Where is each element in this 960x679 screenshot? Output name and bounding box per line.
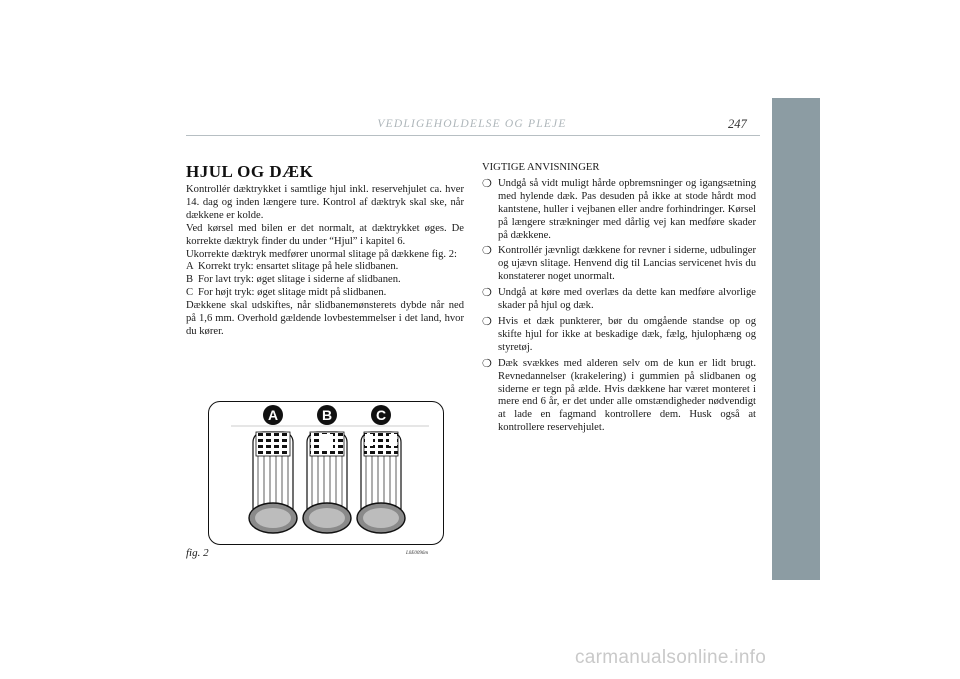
bullet-text: Hvis et dæk punkterer, bør du omgående standse op og skifte hjul for ikke at beskadige dæk, fælg, hjulophæng og styretøj.: [498, 315, 756, 353]
list-text: Korrekt tryk: ensartet slitage på hele slidbanen.: [198, 261, 399, 273]
list-item: [186, 274, 464, 287]
tire-c-icon: [357, 432, 405, 533]
bullet-text: Undgå at køre med overlæs da dette kan medføre alvorlige skader på hjul og dæk.: [498, 287, 756, 312]
label-a-text: A: [267, 407, 279, 423]
list-item: [482, 178, 756, 243]
list-text: For lavt tryk: øget slitage i siderne af slidbanen.: [198, 274, 401, 286]
header-title: VEDLIGEHOLDELSE OG PLEJE: [377, 118, 567, 130]
list-item: [482, 245, 756, 284]
figure-caption: fig. 2: [186, 547, 209, 559]
page-number: 247: [728, 117, 747, 131]
label-c-badge: [371, 405, 391, 425]
bullet-icon: ❍: [482, 287, 492, 300]
paragraph: Ved kørsel med bilen er det normalt, at dæktrykket øges. De korrekte dæktryk finder du under “Hjul” i kapitel 6.: [186, 222, 464, 247]
bullet-icon: ❍: [482, 315, 492, 328]
label-a-badge: [263, 405, 283, 425]
bullet-icon: ❍: [482, 245, 492, 258]
list-key: C: [186, 287, 194, 299]
label-b-badge: [317, 405, 337, 425]
figure-code: L0E0096m: [406, 551, 428, 556]
tire-b-icon: [303, 432, 351, 533]
list-key: B: [186, 274, 194, 286]
header-rule: [186, 135, 760, 136]
section-title: HJUL OG DÆK: [186, 162, 314, 181]
bullet-text: Undgå så vidt muligt hårde opbremsninger og igangsætning med hylende dæk. Pas desuden på ikke at stode hårdt mod kantstene, huller i vejbanen eller andre forhindringer. Kørsel på længere strækninger med dårlig vej kan medføre skader på dækkene.: [498, 177, 756, 241]
list-text: For højt tryk: øget slitage midt på slidbanen.: [198, 287, 387, 299]
label-b-text: B: [321, 407, 333, 423]
bullet-icon: ❍: [482, 177, 492, 190]
list-key: A: [186, 261, 194, 273]
paragraph: Ukorrekte dæktryk medfører unormal slitage på dækkene fig. 2:: [186, 248, 457, 260]
bullet-icon: ❍: [482, 357, 492, 370]
list-item: [186, 261, 464, 274]
right-column: [482, 162, 756, 438]
important-heading: VIGTIGE ANVISNINGER: [482, 162, 600, 173]
left-column: [186, 184, 464, 339]
closing-paragraph: Dækkene skal udskiftes, når slidbanemønsterets dybde når ned på 1,6 mm. Overhold gældende lovbestemmelser i det land, hvor du kører.: [186, 300, 464, 337]
tire-wear-illustration: [209, 402, 443, 544]
list-item: [482, 287, 756, 313]
watermark: carmanualsonline.info: [575, 647, 767, 668]
list-item: [186, 287, 464, 300]
tire-a-icon: [249, 432, 297, 533]
list-item: [482, 316, 756, 355]
bullet-text: Dæk svækkes med alderen selv om de kun er lidt brugt. Revnedannelser (krakelering) i gummien på slidbanen og siderne er tegn på ælde. Hvis dækkene har været monteret i mere end 6 år, er det under alle omstændigheder nødvendigt at lade en fagmand kontrollere dem. Husk også at kontrollere reservehjulet.: [498, 357, 756, 434]
label-c-text: C: [375, 407, 387, 423]
bullet-text: Kontrollér jævnligt dækkene for revner i siderne, udbulinger og ujævn slitage. Henvend dig til Lancias servicenet hvis du konstaterer noget unormalt.: [498, 245, 756, 283]
tire-wear-figure: [208, 401, 444, 545]
side-tab: [772, 98, 820, 580]
list-item: [482, 358, 756, 435]
paragraph: Kontrollér dæktrykket i samtlige hjul inkl. reservehjulet ca. hver 14. dag og inden længere ture. Kontrol af dæktryk skal ske, når dækkene er kolde.: [186, 184, 464, 221]
